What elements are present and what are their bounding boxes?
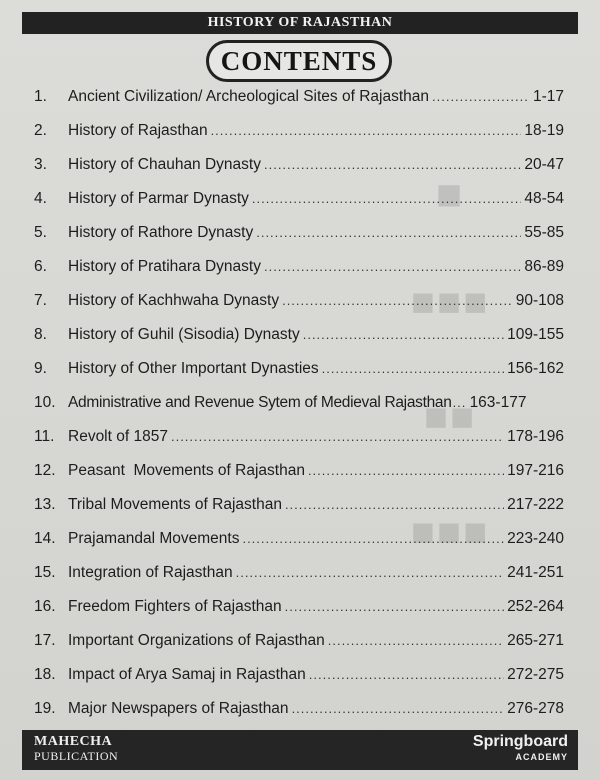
- toc-row: [34, 428, 564, 462]
- toc-number: 6.: [34, 258, 47, 275]
- toc-title: Ancient Civilization/ Archeological Sites of Rajasthan: [68, 88, 429, 105]
- contents-heading: [206, 40, 392, 82]
- toc-title: History of Chauhan Dynasty: [68, 156, 261, 173]
- leader-dots: [242, 531, 504, 546]
- toc-pages: 48-54: [524, 190, 564, 207]
- toc-pages: 109-155: [507, 326, 564, 343]
- toc-pages: 1-17: [532, 88, 564, 105]
- toc-pages: 272-275: [507, 666, 564, 683]
- publisher-line-2: PUBLICATION: [34, 749, 119, 763]
- toc-row: [34, 462, 564, 496]
- leader-dots: [264, 259, 521, 274]
- toc-number: 15.: [34, 564, 56, 581]
- toc-row: [34, 496, 564, 530]
- toc-row: [34, 156, 564, 190]
- toc-pages: 276-278: [507, 700, 564, 717]
- toc-pages: 217-222: [507, 496, 564, 513]
- toc-title: Peasant Movements of Rajasthan: [68, 462, 305, 479]
- toc-title: Tribal Movements of Rajasthan: [68, 496, 282, 513]
- publisher-line-1: MAHECHA: [34, 734, 113, 749]
- toc-number: 19.: [34, 700, 56, 717]
- toc-pages: 241-251: [507, 564, 564, 581]
- toc-pages: 178-196: [507, 428, 564, 445]
- leader-dots: [432, 89, 530, 104]
- leader-dots: [236, 565, 505, 580]
- running-header: HISTORY OF RAJASTHAN: [22, 12, 578, 34]
- toc-pages: 55-85: [524, 224, 564, 241]
- toc-title: History of Parmar Dynasty: [68, 190, 249, 207]
- toc-row: [34, 666, 564, 700]
- toc-title: History of Guhil (Sisodia) Dynasty: [68, 326, 300, 343]
- toc-pages: 90-108: [515, 292, 564, 309]
- toc-pages: 86-89: [524, 258, 564, 275]
- leader-dots: [292, 701, 505, 716]
- toc-number: 8.: [34, 326, 47, 343]
- toc-number: 13.: [34, 496, 56, 513]
- toc-pages: 18-19: [524, 122, 564, 139]
- leader-dots: [171, 429, 504, 444]
- leader-dots: [211, 123, 522, 138]
- leader-dots: [282, 293, 513, 308]
- toc-title: Freedom Fighters of Rajasthan: [68, 598, 282, 615]
- footer-bar: [22, 730, 578, 770]
- leader-dots: [453, 395, 465, 410]
- toc-title: History of Kachhwaha Dynasty: [68, 292, 280, 309]
- toc-row: [34, 224, 564, 258]
- toc-pages: 20-47: [524, 156, 564, 173]
- toc-number: 1.: [34, 88, 47, 105]
- toc-title: Administrative and Revenue Sytem of Medieval Rajasthan: [68, 394, 452, 411]
- leader-dots: [309, 667, 504, 682]
- toc-pages: 156-162: [507, 360, 564, 377]
- toc-number: 7.: [34, 292, 47, 309]
- toc-number: 11.: [34, 428, 55, 445]
- toc-number: 9.: [34, 360, 47, 377]
- toc-row: [34, 700, 564, 734]
- leader-dots: [303, 327, 504, 342]
- toc-number: 12.: [34, 462, 56, 479]
- toc-title: Important Organizations of Rajasthan: [68, 632, 325, 649]
- leader-dots: [256, 225, 521, 240]
- toc-number: 3.: [34, 156, 47, 173]
- cover-watermark: ■ ■■■ ■■ ■■■: [410, 170, 490, 554]
- toc-row: [34, 564, 564, 598]
- toc-row: [34, 632, 564, 666]
- toc-number: 5.: [34, 224, 47, 241]
- toc-number: 16.: [34, 598, 56, 615]
- toc-row: [34, 122, 564, 156]
- toc-title: History of Rathore Dynasty: [68, 224, 254, 241]
- toc-number: 2.: [34, 122, 47, 139]
- toc-row: [34, 530, 564, 564]
- leader-dots: [252, 191, 521, 206]
- contents-heading-text: CONTENTS: [220, 45, 378, 76]
- toc-row: [34, 88, 564, 122]
- academy-sub: ACADEMY: [515, 752, 568, 762]
- toc-title: Major Newspapers of Rajasthan: [68, 700, 289, 717]
- toc-number: 17.: [34, 632, 56, 649]
- toc-row: [34, 258, 564, 292]
- toc-title: Integration of Rajasthan: [68, 564, 233, 581]
- leader-dots: [328, 633, 504, 648]
- academy-brand: Springboard: [472, 733, 568, 750]
- toc-row: [34, 394, 564, 428]
- toc-title: History of Rajasthan: [68, 122, 208, 139]
- toc-title: History of Other Important Dynasties: [68, 360, 319, 377]
- toc-pages: 223-240: [507, 530, 564, 547]
- toc-title: Prajamandal Movements: [68, 530, 240, 547]
- toc-title: Impact of Arya Samaj in Rajasthan: [68, 666, 306, 683]
- toc-row: [34, 598, 564, 632]
- leader-dots: [285, 497, 504, 512]
- leader-dots: [322, 361, 504, 376]
- toc-number: 18.: [34, 666, 56, 683]
- publisher-name: [34, 734, 118, 764]
- leader-dots: [264, 157, 521, 172]
- toc-row: [34, 292, 564, 326]
- table-of-contents: [34, 88, 564, 734]
- toc-row: [34, 326, 564, 360]
- toc-row: [34, 360, 564, 394]
- toc-row: [34, 190, 564, 224]
- toc-title: History of Pratihara Dynasty: [68, 258, 261, 275]
- leader-dots: [285, 599, 504, 614]
- toc-pages: 163-177: [469, 394, 527, 411]
- leader-dots: [308, 463, 504, 478]
- toc-pages: 197-216: [507, 462, 564, 479]
- toc-number: 14.: [34, 530, 56, 547]
- academy-logo: [473, 733, 568, 763]
- toc-title: Revolt of 1857: [68, 428, 168, 445]
- toc-pages: 252-264: [507, 598, 564, 615]
- toc-number: 4.: [34, 190, 47, 207]
- toc-pages: 265-271: [507, 632, 564, 649]
- toc-number: 10.: [34, 394, 56, 411]
